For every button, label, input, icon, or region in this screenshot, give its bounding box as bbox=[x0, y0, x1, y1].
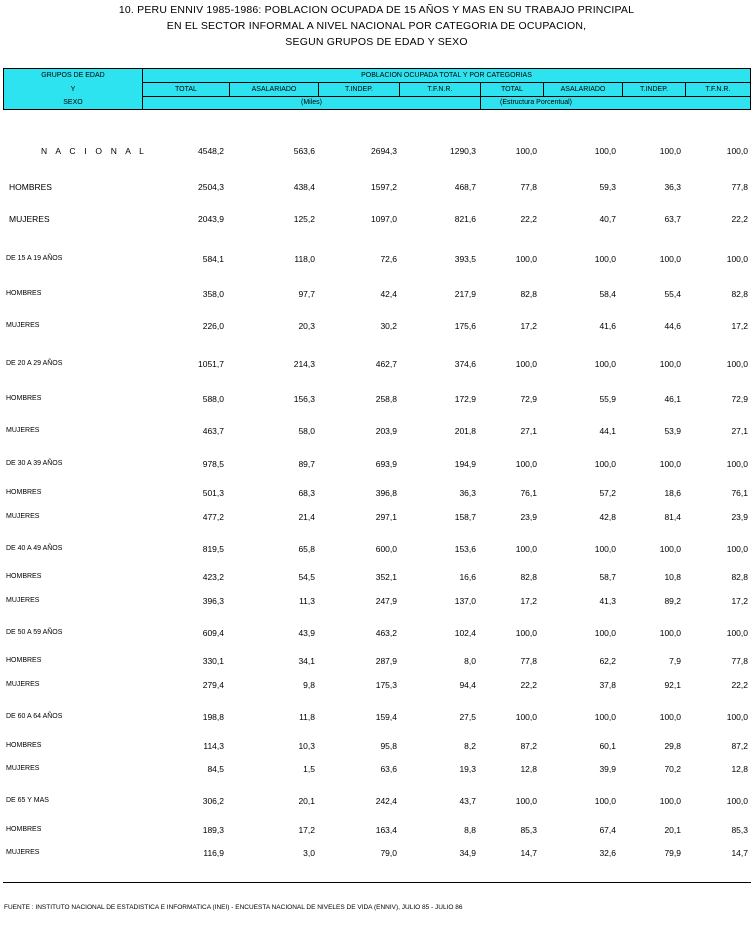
unit-label-miles: (Miles) bbox=[301, 99, 322, 106]
row-value: 10,8 bbox=[664, 572, 681, 582]
row-value: 84,5 bbox=[207, 764, 224, 774]
row-value: 20,1 bbox=[664, 825, 681, 835]
row-value: 14,7 bbox=[731, 848, 748, 858]
row-value: 2043,9 bbox=[198, 214, 224, 224]
table-row bbox=[0, 764, 753, 776]
row-label: MUJERES bbox=[6, 322, 40, 329]
row-value: 30,2 bbox=[380, 321, 397, 331]
row-value: 501,3 bbox=[202, 488, 224, 498]
row-value: 27,1 bbox=[520, 426, 537, 436]
table-row bbox=[0, 321, 753, 333]
table-row bbox=[0, 289, 753, 301]
row-value: 29,8 bbox=[664, 741, 681, 751]
row-value: 40,7 bbox=[599, 214, 616, 224]
row-value: 19,3 bbox=[459, 764, 476, 774]
row-value: 20,3 bbox=[298, 321, 315, 331]
row-label: HOMBRES bbox=[6, 489, 42, 496]
col-tindep-pct: T.INDEP. bbox=[640, 86, 668, 93]
row-value: 72,9 bbox=[731, 394, 748, 404]
row-value: 100,0 bbox=[726, 796, 748, 806]
row-value: 158,7 bbox=[454, 512, 476, 522]
row-label: DE 60 A 64 AÑOS bbox=[6, 713, 63, 720]
row-value: 17,2 bbox=[731, 321, 748, 331]
row-value: 423,2 bbox=[202, 572, 224, 582]
header-rule-1 bbox=[143, 82, 750, 83]
row-value: 3,0 bbox=[303, 848, 315, 858]
row-label: DE 15 A 19 AÑOS bbox=[6, 255, 63, 262]
row-label: HOMBRES bbox=[6, 395, 42, 402]
row-value: 100,0 bbox=[515, 544, 537, 554]
row-value: 82,8 bbox=[520, 572, 537, 582]
row-value: 242,4 bbox=[375, 796, 397, 806]
row-value: 163,4 bbox=[375, 825, 397, 835]
row-value: 68,3 bbox=[298, 488, 315, 498]
col-tindep-miles: T.INDEP. bbox=[345, 86, 373, 93]
table-row bbox=[0, 214, 753, 226]
row-value: 153,6 bbox=[454, 544, 476, 554]
col-asalariado-pct: ASALARIADO bbox=[560, 86, 606, 93]
row-value: 54,5 bbox=[298, 572, 315, 582]
row-label: HOMBRES bbox=[6, 657, 42, 664]
row-value: 1290,3 bbox=[450, 146, 476, 156]
row-value: 81,4 bbox=[664, 512, 681, 522]
row-value: 468,7 bbox=[454, 182, 476, 192]
row-value: 100,0 bbox=[726, 628, 748, 638]
row-value: 20,1 bbox=[298, 796, 315, 806]
row-value: 189,3 bbox=[202, 825, 224, 835]
row-value: 100,0 bbox=[659, 359, 681, 369]
row-value: 39,9 bbox=[599, 764, 616, 774]
header-rule-2 bbox=[143, 96, 750, 97]
row-value: 100,0 bbox=[659, 712, 681, 722]
header-span-title: POBLACION OCUPADA TOTAL Y POR CATEGORIAS bbox=[361, 72, 532, 79]
row-value: 201,8 bbox=[454, 426, 476, 436]
row-label: DE 20 A 29 AÑOS bbox=[6, 360, 63, 367]
row-value: 258,8 bbox=[375, 394, 397, 404]
row-value: 194,9 bbox=[454, 459, 476, 469]
col-total-pct: TOTAL bbox=[501, 86, 523, 93]
row-value: 159,4 bbox=[375, 712, 397, 722]
row-value: 22,2 bbox=[731, 214, 748, 224]
source-note: FUENTE : INSTITUTO NACIONAL DE ESTADISTICA E INFORMATICA (INEI) - ENCUESTA NACIONAL DE NIVELES DE VIDA (ENNIV), JULIO 85 - JULIO 86 bbox=[4, 904, 463, 911]
row-value: 77,8 bbox=[731, 656, 748, 666]
row-value: 609,4 bbox=[202, 628, 224, 638]
row-value: 76,1 bbox=[731, 488, 748, 498]
row-value: 100,0 bbox=[594, 712, 616, 722]
row-value: 21,4 bbox=[298, 512, 315, 522]
row-value: 563,6 bbox=[293, 146, 315, 156]
row-value: 600,0 bbox=[375, 544, 397, 554]
row-value: 462,7 bbox=[375, 359, 397, 369]
row-value: 27,1 bbox=[731, 426, 748, 436]
row-value: 100,0 bbox=[515, 459, 537, 469]
row-value: 137,0 bbox=[454, 596, 476, 606]
row-value: 8,0 bbox=[464, 656, 476, 666]
row-label: MUJERES bbox=[6, 849, 40, 856]
row-value: 114,3 bbox=[203, 741, 224, 751]
row-value: 59,3 bbox=[599, 182, 616, 192]
row-value: 97,7 bbox=[298, 289, 315, 299]
row-value: 65,8 bbox=[298, 544, 315, 554]
row-value: 156,3 bbox=[293, 394, 315, 404]
row-value: 100,0 bbox=[515, 796, 537, 806]
row-value: 58,0 bbox=[298, 426, 315, 436]
row-label: HOMBRES bbox=[6, 826, 42, 833]
row-value: 89,2 bbox=[664, 596, 681, 606]
row-value: 125,2 bbox=[293, 214, 315, 224]
row-value: 7,9 bbox=[669, 656, 681, 666]
table-row bbox=[0, 572, 753, 584]
row-value: 584,1 bbox=[202, 254, 224, 264]
row-value: 94,4 bbox=[459, 680, 476, 690]
row-label: DE 40 A 49 AÑOS bbox=[6, 545, 63, 552]
row-label: DE 65 Y MAS bbox=[6, 797, 49, 804]
row-value: 82,8 bbox=[520, 289, 537, 299]
row-value: 79,0 bbox=[380, 848, 397, 858]
row-value: 693,9 bbox=[375, 459, 397, 469]
table-row bbox=[0, 544, 753, 556]
row-value: 89,7 bbox=[298, 459, 315, 469]
row-value: 396,3 bbox=[202, 596, 224, 606]
row-value: 23,9 bbox=[520, 512, 537, 522]
row-value: 2694,3 bbox=[371, 146, 397, 156]
row-label: DE 50 A 59 AÑOS bbox=[6, 629, 63, 636]
row-value: 85,3 bbox=[520, 825, 537, 835]
row-value: 72,6 bbox=[380, 254, 397, 264]
row-value: 12,8 bbox=[520, 764, 537, 774]
row-value: 9,8 bbox=[303, 680, 315, 690]
row-value: 62,2 bbox=[599, 656, 616, 666]
row-value: 58,7 bbox=[599, 572, 616, 582]
unit-label-percent: (Estructura Porcentual) bbox=[500, 99, 572, 106]
row-value: 8,2 bbox=[464, 741, 476, 751]
table-row bbox=[0, 796, 753, 808]
row-value: 11,3 bbox=[299, 596, 315, 606]
row-value: 100,0 bbox=[594, 459, 616, 469]
row-value: 17,2 bbox=[520, 321, 537, 331]
row-value: 92,1 bbox=[664, 680, 681, 690]
row-value: 57,2 bbox=[599, 488, 616, 498]
row-value: 41,6 bbox=[599, 321, 616, 331]
row-value: 43,7 bbox=[459, 796, 476, 806]
row-value: 36,3 bbox=[664, 182, 681, 192]
table-row bbox=[0, 825, 753, 837]
table-row bbox=[0, 741, 753, 753]
row-label: HOMBRES bbox=[9, 182, 52, 192]
row-value: 118,0 bbox=[294, 254, 315, 264]
table-row bbox=[0, 656, 753, 668]
row-value: 100,0 bbox=[594, 146, 616, 156]
table-row bbox=[0, 146, 753, 158]
row-value: 352,1 bbox=[375, 572, 397, 582]
row-value: 67,4 bbox=[599, 825, 616, 835]
row-value: 87,2 bbox=[731, 741, 748, 751]
col-total-miles: TOTAL bbox=[175, 86, 197, 93]
row-value: 76,1 bbox=[520, 488, 537, 498]
row-value: 393,5 bbox=[454, 254, 476, 264]
row-value: 396,8 bbox=[375, 488, 397, 498]
row-value: 100,0 bbox=[594, 544, 616, 554]
row-value: 100,0 bbox=[594, 254, 616, 264]
row-value: 12,8 bbox=[731, 764, 748, 774]
row-label: MUJERES bbox=[6, 427, 40, 434]
row-value: 41,3 bbox=[599, 596, 616, 606]
header-group-label-1: GRUPOS DE EDAD bbox=[41, 72, 105, 79]
row-value: 226,0 bbox=[202, 321, 224, 331]
col-tfnr-miles: T.F.N.R. bbox=[427, 86, 453, 93]
table-title-line-2: EN EL SECTOR INFORMAL A NIVEL NACIONAL POR CATEGORIA DE OCUPACION, bbox=[166, 20, 587, 32]
row-label: DE 30 A 39 AÑOS bbox=[6, 460, 63, 467]
row-value: 100,0 bbox=[515, 628, 537, 638]
row-value: 1597,2 bbox=[371, 182, 397, 192]
row-value: 978,5 bbox=[202, 459, 224, 469]
row-value: 63,7 bbox=[664, 214, 681, 224]
row-value: 477,2 bbox=[202, 512, 224, 522]
row-value: 819,5 bbox=[202, 544, 224, 554]
table-row bbox=[0, 359, 753, 371]
row-value: 95,8 bbox=[380, 741, 397, 751]
header-group-label-3: SEXO bbox=[63, 99, 83, 106]
row-value: 32,6 bbox=[599, 848, 616, 858]
row-value: 172,9 bbox=[454, 394, 476, 404]
row-value: 287,9 bbox=[375, 656, 397, 666]
row-value: 8,8 bbox=[464, 825, 476, 835]
row-label: HOMBRES bbox=[6, 742, 42, 749]
row-value: 77,8 bbox=[520, 182, 537, 192]
table-row bbox=[0, 596, 753, 608]
table-row bbox=[0, 488, 753, 500]
row-value: 1,5 bbox=[303, 764, 315, 774]
row-value: 100,0 bbox=[659, 146, 681, 156]
row-label: MUJERES bbox=[6, 765, 40, 772]
table-row bbox=[0, 254, 753, 266]
row-value: 297,1 bbox=[375, 512, 397, 522]
row-value: 85,3 bbox=[731, 825, 748, 835]
row-value: 44,1 bbox=[599, 426, 616, 436]
row-value: 175,3 bbox=[375, 680, 397, 690]
table-row bbox=[0, 394, 753, 406]
row-value: 72,9 bbox=[520, 394, 537, 404]
row-value: 116,9 bbox=[203, 848, 224, 858]
table-row bbox=[0, 848, 753, 860]
row-value: 2504,3 bbox=[198, 182, 224, 192]
row-label: N A C I O N A L bbox=[41, 146, 148, 156]
row-value: 100,0 bbox=[659, 796, 681, 806]
row-value: 42,8 bbox=[599, 512, 616, 522]
row-value: 198,8 bbox=[202, 712, 224, 722]
row-value: 18,6 bbox=[664, 488, 681, 498]
row-value: 77,8 bbox=[520, 656, 537, 666]
row-value: 55,9 bbox=[599, 394, 616, 404]
row-value: 63,6 bbox=[380, 764, 397, 774]
table-row bbox=[0, 459, 753, 471]
row-value: 46,1 bbox=[664, 394, 681, 404]
row-value: 100,0 bbox=[515, 146, 537, 156]
table-title-line-3: SEGUN GRUPOS DE EDAD Y SEXO bbox=[285, 36, 468, 48]
row-value: 175,6 bbox=[454, 321, 476, 331]
footer-divider bbox=[3, 882, 751, 883]
row-value: 100,0 bbox=[659, 459, 681, 469]
row-value: 279,4 bbox=[202, 680, 224, 690]
table-row bbox=[0, 426, 753, 438]
col-tfnr-pct: T.F.N.R. bbox=[705, 86, 731, 93]
row-value: 1051,7 bbox=[198, 359, 224, 369]
row-value: 60,1 bbox=[599, 741, 616, 751]
row-value: 100,0 bbox=[515, 359, 537, 369]
table-row bbox=[0, 628, 753, 640]
row-value: 214,3 bbox=[293, 359, 315, 369]
row-value: 102,4 bbox=[454, 628, 476, 638]
row-value: 100,0 bbox=[659, 628, 681, 638]
row-value: 55,4 bbox=[664, 289, 681, 299]
row-value: 53,9 bbox=[664, 426, 681, 436]
row-value: 44,6 bbox=[664, 321, 681, 331]
row-value: 247,9 bbox=[375, 596, 397, 606]
row-value: 17,2 bbox=[520, 596, 537, 606]
row-value: 358,0 bbox=[202, 289, 224, 299]
table-row bbox=[0, 712, 753, 724]
row-value: 82,8 bbox=[731, 289, 748, 299]
row-value: 34,1 bbox=[298, 656, 315, 666]
row-value: 1097,0 bbox=[371, 214, 397, 224]
row-value: 23,9 bbox=[731, 512, 748, 522]
row-value: 100,0 bbox=[594, 796, 616, 806]
table-title-line-1: 10. PERU ENNIV 1985-1986: POBLACION OCUPADA DE 15 AÑOS Y MAS EN SU TRABAJO PRINCIPAL bbox=[118, 4, 635, 16]
row-value: 79,9 bbox=[664, 848, 681, 858]
row-value: 4548,2 bbox=[198, 146, 224, 156]
row-value: 16,6 bbox=[459, 572, 476, 582]
row-value: 100,0 bbox=[659, 544, 681, 554]
row-value: 438,4 bbox=[293, 182, 315, 192]
row-value: 87,2 bbox=[520, 741, 537, 751]
row-value: 306,2 bbox=[202, 796, 224, 806]
row-value: 463,2 bbox=[375, 628, 397, 638]
row-value: 70,2 bbox=[664, 764, 681, 774]
row-value: 17,2 bbox=[298, 825, 315, 835]
row-value: 11,8 bbox=[299, 712, 315, 722]
row-value: 27,5 bbox=[459, 712, 476, 722]
row-value: 100,0 bbox=[659, 254, 681, 264]
row-value: 463,7 bbox=[202, 426, 224, 436]
row-label: HOMBRES bbox=[6, 573, 42, 580]
row-label: MUJERES bbox=[6, 597, 40, 604]
row-label: MUJERES bbox=[6, 513, 40, 520]
row-value: 100,0 bbox=[726, 146, 748, 156]
row-value: 37,8 bbox=[599, 680, 616, 690]
header-group-label-2: Y bbox=[70, 86, 76, 93]
row-value: 330,1 bbox=[202, 656, 224, 666]
table-header bbox=[3, 68, 751, 110]
row-value: 100,0 bbox=[726, 544, 748, 554]
table-row bbox=[0, 512, 753, 524]
row-value: 203,9 bbox=[375, 426, 397, 436]
row-value: 22,2 bbox=[520, 680, 537, 690]
row-value: 82,8 bbox=[731, 572, 748, 582]
row-value: 100,0 bbox=[726, 359, 748, 369]
row-value: 77,8 bbox=[731, 182, 748, 192]
row-value: 217,9 bbox=[454, 289, 476, 299]
row-value: 100,0 bbox=[726, 254, 748, 264]
row-value: 36,3 bbox=[459, 488, 476, 498]
row-value: 100,0 bbox=[726, 712, 748, 722]
row-value: 100,0 bbox=[726, 459, 748, 469]
row-label: MUJERES bbox=[9, 214, 50, 224]
row-label: HOMBRES bbox=[6, 290, 42, 297]
row-value: 22,2 bbox=[731, 680, 748, 690]
row-value: 43,9 bbox=[298, 628, 315, 638]
col-asalariado-miles: ASALARIADO bbox=[251, 86, 297, 93]
row-value: 100,0 bbox=[594, 628, 616, 638]
row-value: 588,0 bbox=[202, 394, 224, 404]
row-value: 17,2 bbox=[731, 596, 748, 606]
row-value: 10,3 bbox=[298, 741, 315, 751]
row-value: 821,6 bbox=[454, 214, 476, 224]
table-row bbox=[0, 182, 753, 194]
row-value: 22,2 bbox=[520, 214, 537, 224]
row-value: 42,4 bbox=[380, 289, 397, 299]
row-value: 58,4 bbox=[599, 289, 616, 299]
row-value: 100,0 bbox=[594, 359, 616, 369]
row-value: 374,6 bbox=[454, 359, 476, 369]
row-value: 34,9 bbox=[459, 848, 476, 858]
row-value: 100,0 bbox=[515, 254, 537, 264]
row-label: MUJERES bbox=[6, 681, 40, 688]
row-value: 100,0 bbox=[515, 712, 537, 722]
table-row bbox=[0, 680, 753, 692]
row-value: 14,7 bbox=[520, 848, 537, 858]
